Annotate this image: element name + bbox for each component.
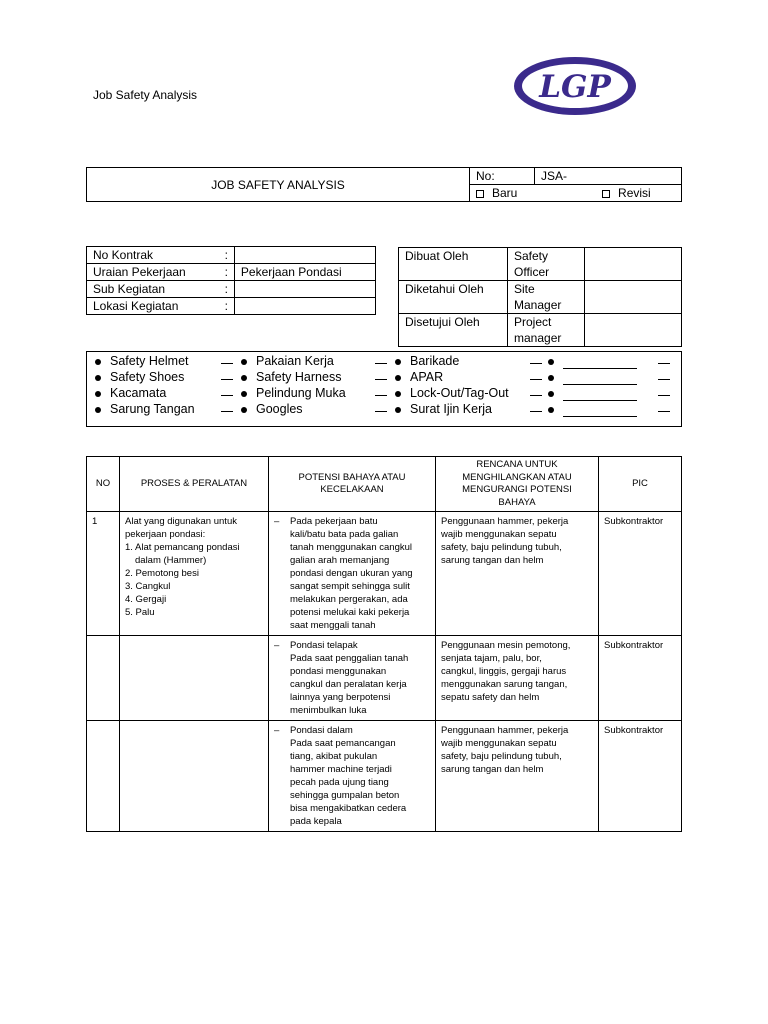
signature-box[interactable]	[585, 314, 682, 347]
bullet-icon	[241, 407, 247, 413]
row-proses: Alat yang digunakan untuk pekerjaan pondasi: 1. Alat pemancang pondasi dalam (Hammer) 2. Pemotong besi 3. Cangkul 4. Gergaji 5. Palu	[120, 512, 269, 636]
custom-item-blank[interactable]	[563, 390, 637, 401]
custom-item-blank[interactable]	[563, 406, 637, 417]
jsa-header-row	[87, 457, 682, 512]
row-rencana: Penggunaan hammer, pekerja wajib menggunakan sepatu safety, baju pelindung tubuh, sarung tangan dan helm	[436, 512, 599, 636]
bullet-icon	[95, 407, 101, 413]
row-no	[87, 721, 120, 832]
col-proses: PROSES & PERALATAN	[120, 457, 269, 512]
baru-checkbox[interactable]	[476, 190, 484, 198]
apd-column-1: Safety Helmet Safety Shoes Kacamata Sarung Tangan	[95, 353, 232, 417]
info-label: Uraian Pekerjaan :	[87, 264, 235, 281]
table-row	[87, 636, 682, 721]
revisi-label: Revisi	[618, 186, 651, 200]
apd-column-4	[548, 353, 637, 417]
company-logo	[512, 55, 638, 122]
info-row	[87, 298, 376, 315]
check-blank[interactable]	[658, 385, 670, 396]
check-blank[interactable]	[375, 401, 387, 412]
row-potensi: – Pondasi dalam Pada saat pemancangan tiang, akibat pukulan hammer machine terjadi pecah pada ujung tiang sehingga gumpalan beton bisa mengakibatkan cedera pada kepala	[269, 721, 436, 832]
svg-text:LGP: LGP	[539, 69, 611, 105]
signoff-row	[399, 248, 682, 281]
bullet-icon	[548, 407, 554, 413]
check-blank[interactable]	[658, 369, 670, 380]
check-blank[interactable]	[375, 369, 387, 380]
bullet-icon	[395, 359, 401, 365]
signoff-table	[398, 247, 682, 347]
info-table	[86, 246, 376, 315]
info-value[interactable]	[234, 298, 375, 315]
signoff-row	[399, 281, 682, 314]
signoff-role: Safety Officer	[508, 248, 585, 281]
check-blank[interactable]	[221, 401, 233, 412]
apd-column-2: Pakaian Kerja Safety Harness Pelindung Muka Googles	[241, 353, 346, 417]
no-label: No:	[470, 168, 535, 185]
bullet-icon	[395, 375, 401, 381]
baru-label: Baru	[492, 186, 518, 200]
info-row	[87, 281, 376, 298]
signoff-label: Dibuat Oleh	[399, 248, 508, 281]
signoff-role: Project manager	[508, 314, 585, 347]
row-rencana: Penggunaan hammer, pekerja wajib menggunakan sepatu safety, baju pelindung tubuh, sarung tangan dan helm	[436, 721, 599, 832]
row-pic: Subkontraktor	[599, 512, 682, 636]
row-proses	[120, 721, 269, 832]
bullet-icon	[548, 391, 554, 397]
info-row	[87, 264, 376, 281]
no-value: JSA-	[535, 168, 682, 185]
apd-column-3: Barikade APAR Lock-Out/Tag-Out Surat Ijin Kerja	[395, 353, 509, 417]
row-no	[87, 636, 120, 721]
bullet-icon	[241, 359, 247, 365]
check-blank[interactable]	[530, 385, 542, 396]
check-blank[interactable]	[530, 353, 542, 364]
bullet-icon	[395, 391, 401, 397]
apd-checklist	[86, 351, 682, 427]
info-row	[87, 247, 376, 264]
table-row	[87, 512, 682, 636]
check-blank[interactable]	[221, 369, 233, 380]
signoff-row	[399, 314, 682, 347]
jsa-table	[86, 456, 682, 832]
check-blank[interactable]	[658, 353, 670, 364]
bullet-icon	[241, 375, 247, 381]
info-label: No Kontrak :	[87, 247, 235, 264]
bullet-icon	[241, 391, 247, 397]
check-blank[interactable]	[658, 401, 670, 412]
row-pic: Subkontraktor	[599, 636, 682, 721]
info-value[interactable]	[234, 281, 375, 298]
signoff-role: Site Manager	[508, 281, 585, 314]
bullet-icon	[95, 375, 101, 381]
bullet-icon	[95, 391, 101, 397]
check-blank[interactable]	[530, 369, 542, 380]
custom-item-blank[interactable]	[563, 358, 637, 369]
col-rencana: RENCANA UNTUK MENGHILANGKAN ATAU MENGURANGI POTENSI BAHAYA	[436, 457, 599, 512]
row-pic: Subkontraktor	[599, 721, 682, 832]
revision-options	[470, 185, 682, 202]
bullet-icon	[395, 407, 401, 413]
check-blank[interactable]	[221, 385, 233, 396]
bullet-icon	[548, 359, 554, 365]
bullet-icon	[548, 375, 554, 381]
bullet-icon	[95, 359, 101, 365]
signature-box[interactable]	[585, 248, 682, 281]
check-blank[interactable]	[221, 353, 233, 364]
row-rencana: Penggunaan mesin pemotong, senjata tajam, palu, bor, cangkul, linggis, gergaji harus menggunakan sarung tangan, sepatu safety dan helm	[436, 636, 599, 721]
revisi-checkbox[interactable]	[602, 190, 610, 198]
signature-box[interactable]	[585, 281, 682, 314]
signoff-label: Disetujui Oleh	[399, 314, 508, 347]
jsa-header-table	[86, 167, 682, 202]
row-no: 1	[87, 512, 120, 636]
signoff-label: Diketahui Oleh	[399, 281, 508, 314]
info-label: Sub Kegiatan :	[87, 281, 235, 298]
row-potensi: – Pada pekerjaan batu kali/batu bata pada galian tanah menggunakan cangkul galian arah memanjang pondasi dengan ukuran yang sangat sempit sehingga sulit melakukan pergerakan, ada potensi melukai kaki pekerja saat menggali tanah	[269, 512, 436, 636]
row-potensi: – Pondasi telapak Pada saat penggalian tanah pondasi menggunakan cangkul dan peralatan kerja lainnya yang berpotensi menimbulkan luka	[269, 636, 436, 721]
check-blank[interactable]	[375, 353, 387, 364]
col-potensi: POTENSI BAHAYA ATAU KECELAKAAN	[269, 457, 436, 512]
col-no: NO	[87, 457, 120, 512]
table-row	[87, 721, 682, 832]
check-blank[interactable]	[530, 401, 542, 412]
header-title: JOB SAFETY ANALYSIS	[87, 168, 470, 202]
check-blank[interactable]	[375, 385, 387, 396]
custom-item-blank[interactable]	[563, 374, 637, 385]
col-pic: PIC	[599, 457, 682, 512]
info-label: Lokasi Kegiatan :	[87, 298, 235, 315]
info-value[interactable]: Pekerjaan Pondasi	[234, 264, 375, 281]
row-proses	[120, 636, 269, 721]
page-title: Job Safety Analysis	[93, 88, 198, 102]
info-value[interactable]	[234, 247, 375, 264]
